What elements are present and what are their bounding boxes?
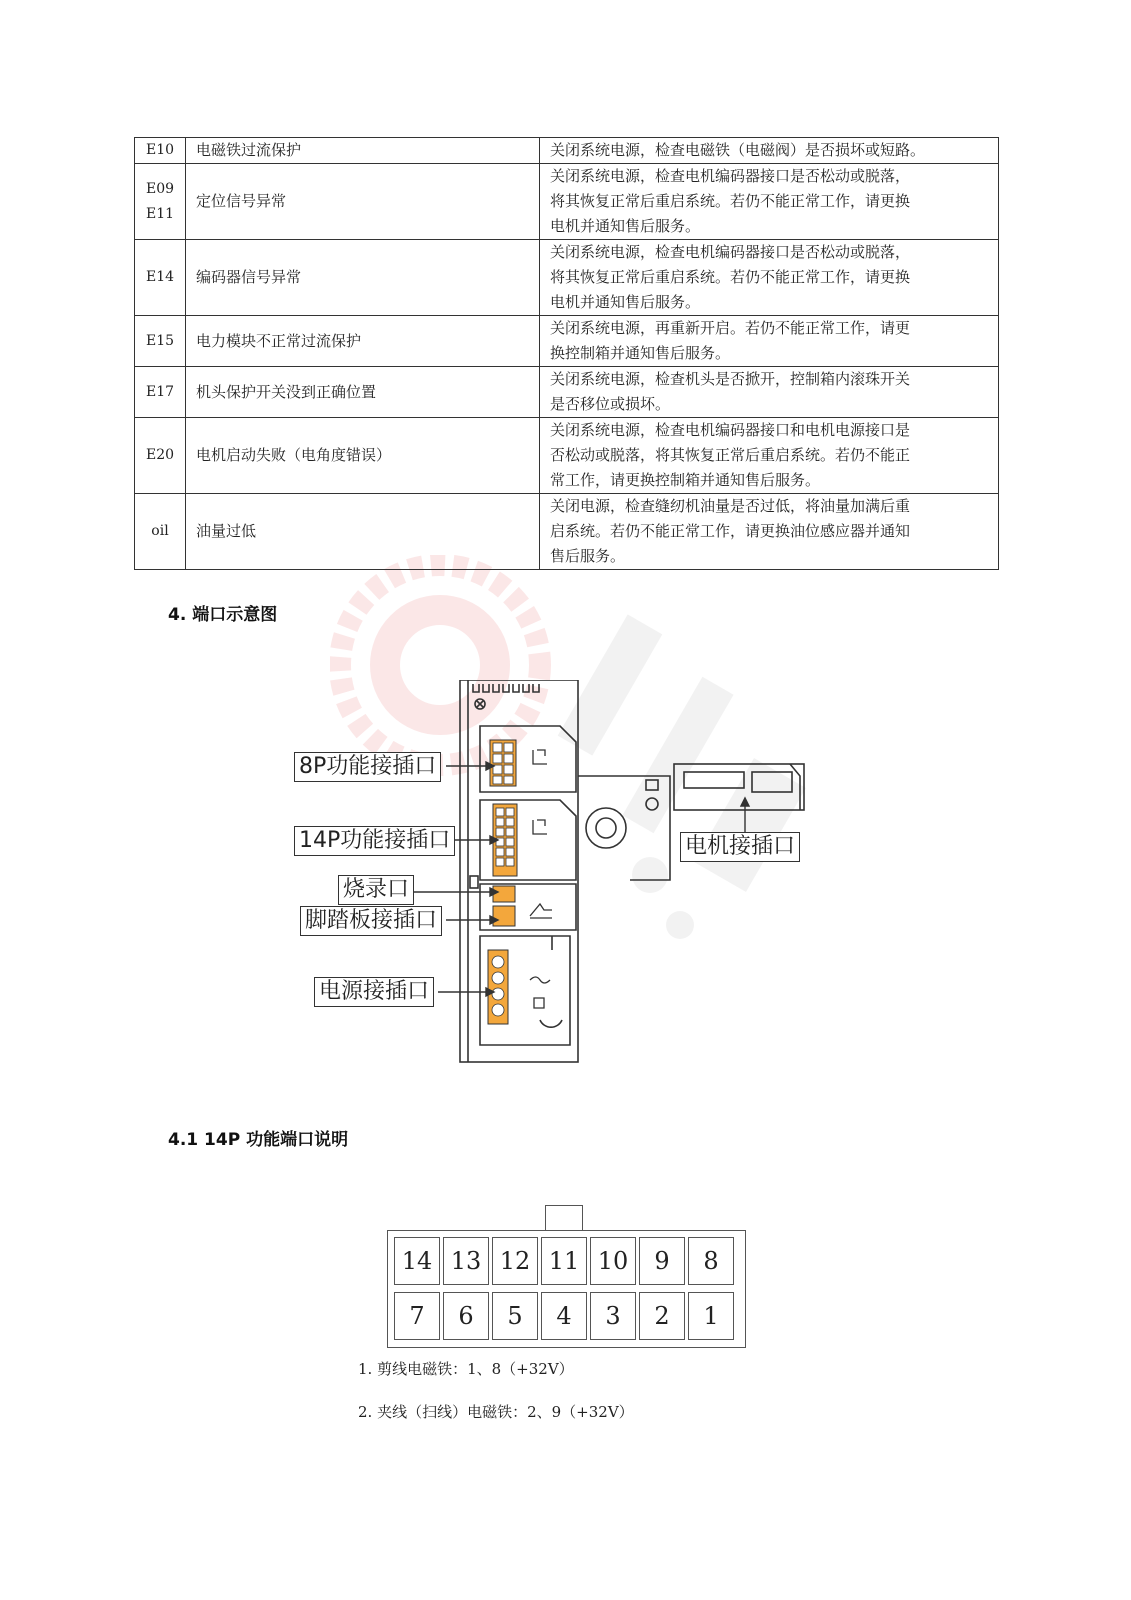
error-code-table (134, 137, 999, 570)
error-code: E15 (145, 332, 175, 349)
label-motor-port: 电机接插口 (680, 832, 800, 862)
pin-cell: 2 (639, 1292, 685, 1340)
error-description: 编码器信号异常 (186, 240, 540, 316)
pin-cell: 3 (590, 1292, 636, 1340)
error-description: 定位信号异常 (186, 164, 540, 240)
error-code-cell (135, 316, 186, 367)
connector-14p-grid (387, 1230, 746, 1348)
error-description: 电磁铁过流保护 (186, 138, 540, 164)
error-description: 油量过低 (186, 494, 540, 570)
solution-line: 关闭系统电源，检查电磁铁（电磁阀）是否损坏或短路。 (550, 141, 926, 159)
port-diagram (290, 680, 830, 1090)
solution-line: 是否移位或损坏。 (550, 395, 671, 413)
solution-line: 关闭系统电源，检查电机编码器接口和电机电源接口是 (550, 421, 911, 439)
solution-line: 换控制箱并通知售后服务。 (550, 344, 731, 362)
error-description: 电力模块不正常过流保护 (186, 316, 540, 367)
error-code: E14 (145, 269, 175, 285)
pin-cell: 7 (394, 1292, 440, 1340)
error-code-cell (135, 367, 186, 418)
pin-cell: 9 (639, 1237, 685, 1285)
error-code-cell (135, 240, 186, 316)
solution-line: 关闭系统电源，检查电机编码器接口是否松动或脱落， (550, 243, 911, 261)
solution-line: 关闭电源，检查缝纫机油量是否过低，将油量加满后重 (550, 497, 911, 515)
pin-cell: 11 (541, 1237, 587, 1285)
pin-cell: 4 (541, 1292, 587, 1340)
label-14p-port: 14P功能接插口 (294, 826, 455, 856)
section-4-title: 4. 端口示意图 (168, 605, 278, 625)
error-code-cell (135, 164, 186, 240)
error-row (135, 138, 999, 164)
solution-line: 关闭系统电源，检查电机编码器接口是否松动或脱落， (550, 167, 911, 185)
pin-cell: 10 (590, 1237, 636, 1285)
solution-line: 否松动或脱落，将其恢复正常后重启系统。若仍不能正 (550, 446, 911, 464)
pin-cell: 5 (492, 1292, 538, 1340)
pin-cell: 13 (443, 1237, 489, 1285)
solution-line: 电机并通知售后服务。 (550, 293, 701, 311)
solution-line: 关闭系统电源，检查机头是否掀开，控制箱内滚珠开关 (550, 370, 911, 388)
error-code: E09 (145, 180, 175, 197)
error-row (135, 240, 999, 316)
pin-cell: 14 (394, 1237, 440, 1285)
error-solution (540, 138, 999, 164)
error-code: oil (151, 523, 169, 539)
solution-line: 电机并通知售后服务。 (550, 217, 701, 235)
solution-line: 将其恢复正常后重启系统。若仍不能正常工作，请更换 (550, 268, 911, 286)
error-solution (540, 316, 999, 367)
error-code: E20 (145, 447, 175, 463)
error-solution (540, 367, 999, 418)
error-row (135, 164, 999, 240)
connector-latch (545, 1205, 583, 1230)
error-description: 电机启动失败（电角度错误） (186, 418, 540, 494)
solution-line: 启系统。若仍不能正常工作，请更换油位感应器并通知 (550, 522, 911, 540)
error-solution (540, 240, 999, 316)
solution-line: 将其恢复正常后重启系统。若仍不能正常工作，请更换 (550, 192, 911, 210)
note-2: 2. 夹线（扫线）电磁铁：2、9（+32V） (358, 1403, 634, 1421)
note-1: 1. 剪线电磁铁：1、8（+32V） (358, 1360, 574, 1378)
error-solution (540, 494, 999, 570)
error-row (135, 418, 999, 494)
section-4-1-title: 4.1 14P 功能端口说明 (168, 1130, 349, 1150)
pin-cell: 1 (688, 1292, 734, 1340)
error-solution (540, 164, 999, 240)
error-row (135, 316, 999, 367)
error-code: E11 (145, 205, 175, 222)
error-code-cell (135, 494, 186, 570)
error-row (135, 367, 999, 418)
pin-cell: 6 (443, 1292, 489, 1340)
error-code-cell (135, 418, 186, 494)
error-code: E10 (145, 142, 175, 158)
solution-line: 关闭系统电源，再重新开启。若仍不能正常工作，请更 (550, 319, 911, 337)
error-solution (540, 418, 999, 494)
pin-cell: 8 (688, 1237, 734, 1285)
pin-cell: 12 (492, 1237, 538, 1285)
label-pedal-port: 脚踏板接插口 (300, 906, 442, 936)
error-code-cell (135, 138, 186, 164)
error-code: E17 (145, 383, 175, 400)
solution-line: 常工作，请更换控制箱并通知售后服务。 (550, 471, 821, 489)
label-power-port: 电源接插口 (314, 977, 434, 1007)
label-burn-port: 烧录口 (338, 875, 414, 905)
error-description: 机头保护开关没到正确位置 (186, 367, 540, 418)
solution-line: 售后服务。 (550, 547, 626, 565)
error-row (135, 494, 999, 570)
label-8p-port: 8P功能接插口 (294, 752, 441, 782)
